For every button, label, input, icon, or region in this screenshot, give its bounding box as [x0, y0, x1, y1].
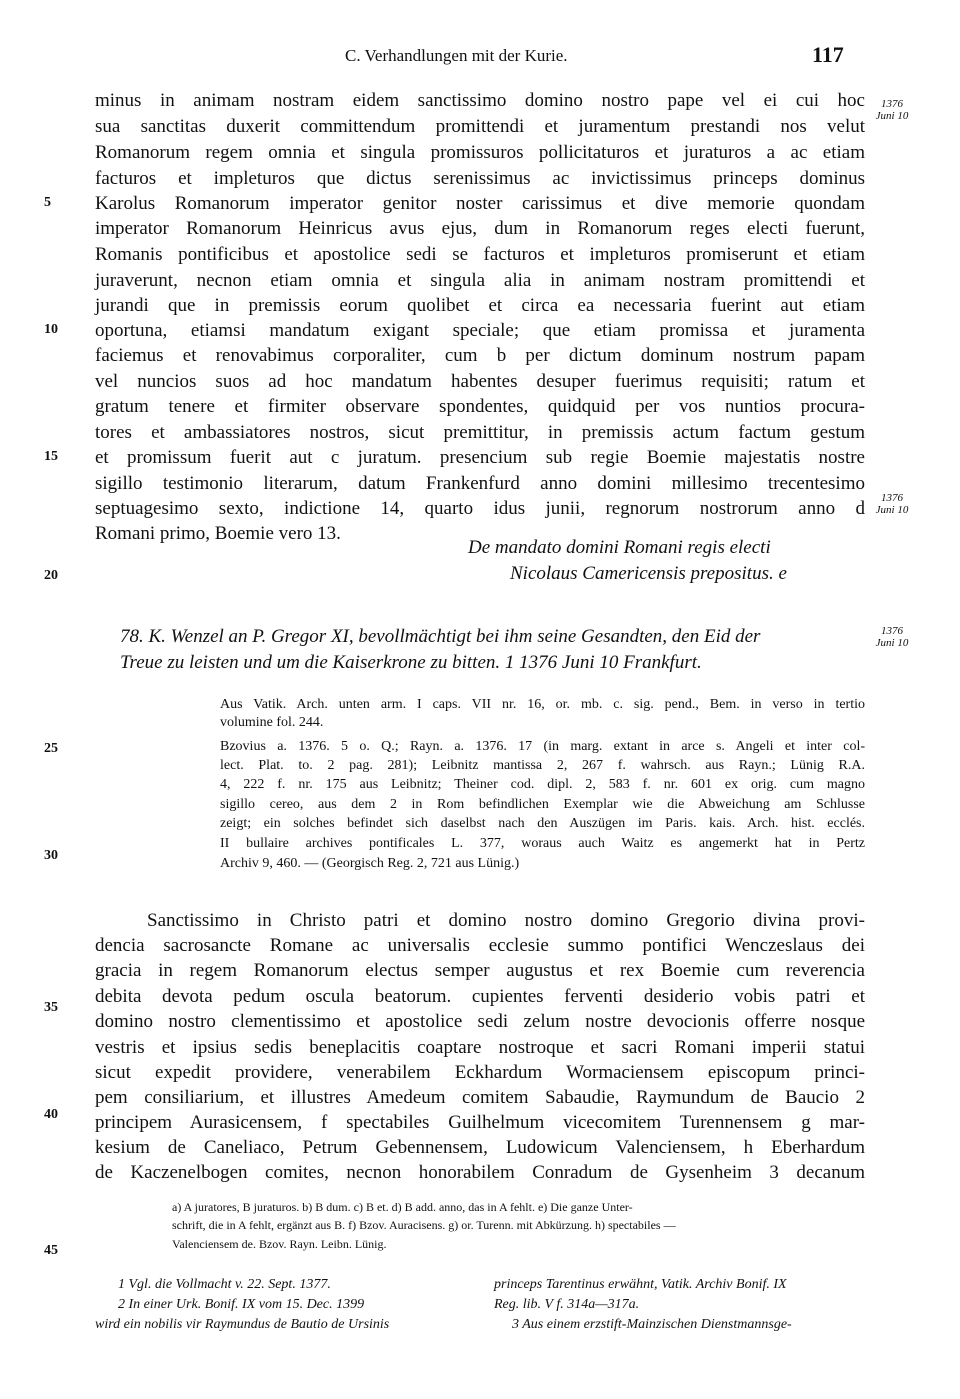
text-line: facturos et impleturos que dictus serenissimus ac invictissimus princeps dominus — [95, 168, 865, 189]
source-line: sigillo cereo, aus dem 2 in Rom befindlichen Exemplar wie die Abweichung am Schlusse — [220, 797, 865, 812]
text-line: Romani primo, Boemie vero 13. — [95, 523, 341, 544]
footnote-line: 3 Aus einem erzstift-Mainzischen Dienstmannsge- — [512, 1317, 792, 1332]
text-line: gratum tenere et firmiter observare spondentes, quidquid per vos nuntios procura- — [95, 396, 865, 417]
margin-date-year: 1376 — [881, 98, 903, 110]
line-number: 35 — [44, 1000, 58, 1015]
body-line: de Kaczenelbogen comites, necnon honorabilem Conradum de Gysenheim 3 decanum — [95, 1162, 865, 1183]
body-line: domino nostro clementissimo et apostolice sedi zelum nostre devocionis offerre nosque — [95, 1011, 865, 1032]
margin-date — [870, 492, 914, 516]
text-line: sua sanctitas duxerit committendum promittendi et juramentum prestandi nos velut — [95, 116, 865, 137]
body-line: gracia in regem Romanorum electus semper augustus et rex Boemie cum reverencia — [95, 960, 865, 981]
body-line: kesium de Caneliaco, Petrum Gebennensem, Ludowicum Valenciensem, h Eberhardum — [95, 1137, 865, 1158]
source-line: II bullaire archives pontificales L. 377, woraus auch Waitz es angemerkt hat in Pertz — [220, 836, 865, 851]
text-line: oportuna, etiamsi mandatum exigant speciale; que etiam promissa et juramenta — [95, 320, 865, 341]
text-line: jurandi que in premissis eorum quolibet et circa ea necessaria fuerint aut etiam — [95, 295, 865, 316]
text-line: tores et ambassiatores nostros, sicut premittitur, in premissis actum factum gestum — [95, 422, 865, 443]
body-line: Sanctissimo in Christo patri et domino nostro domino Gregorio divina provi- — [147, 910, 865, 931]
line-number: 30 — [44, 848, 58, 863]
text-line: juraverunt, necnon etiam omnia et singula alia in animam nostram promittendi et — [95, 270, 865, 291]
source-line: zeigt; ein solches befindet sich daselbst nach den Auszügen im Paris. kais. Arch. hist. ecclés. — [220, 816, 865, 831]
line-number: 15 — [44, 449, 58, 464]
margin-date — [870, 98, 914, 122]
footnote-line: wird ein nobilis vir Raymundus de Bautio de Ursinis — [95, 1317, 390, 1332]
body-line: debita devota pedum oscula beatorum. cupientes ferventi desiderio vobis patri et — [95, 986, 865, 1007]
line-number: 5 — [44, 195, 51, 210]
variant-note-line: Valenciensem de. Bzov. Rayn. Leibn. Lünig. — [172, 1237, 387, 1251]
footnote-line: Reg. lib. V f. 314a—317a. — [494, 1297, 640, 1312]
margin-date-year: 1376 — [881, 625, 903, 637]
body-line: sicut expedit providere, venerabilem Eckhardum Wormaciensem episcopum princi- — [95, 1062, 865, 1083]
text-line: sigillo testimonio literarum, datum Frankenfurd anno domini millesimo trecentesimo — [95, 473, 865, 494]
text-line: imperator Romanorum Heinricus avus ejus, dum in Romanorum reges electi fuerunt, — [95, 218, 865, 239]
footnote-line: 2 In einer Urk. Bonif. IX vom 15. Dec. 1399 — [118, 1297, 365, 1312]
text-line: Romanorum regem omnia et singula promissuros pollicitaturos et juraturos a ac etiam — [95, 142, 865, 163]
margin-date — [870, 625, 914, 649]
body-line: pem consiliarium, et illustres Amedeum comitem Sabaudie, Raymundum de Baucio 2 — [95, 1087, 865, 1108]
body-line: dencia sacrosancte Romane ac universalis ecclesie summo pontifici Wenczeslaus dei — [95, 935, 865, 956]
document-heading: Treue zu leisten und um die Kaiserkrone zu bitten. 1 1376 Juni 10 Frankfurt. — [120, 652, 702, 673]
line-number: 45 — [44, 1243, 58, 1258]
footnote-line: princeps Tarentinus erwähnt, Vatik. Archiv Bonif. IX — [494, 1277, 787, 1292]
source-line: volumine fol. 244. — [220, 715, 324, 730]
text-line: faciemus et renovabimus corporaliter, cum b per dictum dominum nostrum papam — [95, 345, 865, 366]
signature-line: Nicolaus Camericensis prepositus. e — [510, 563, 787, 584]
text-line: Karolus Romanorum imperator genitor noster carissimus et dive memorie quondam — [95, 193, 865, 214]
text-line: minus in animam nostram eidem sanctissimo domino nostro pape vel ei cui hoc — [95, 90, 865, 111]
running-title: C. Verhandlungen mit der Kurie. — [345, 46, 568, 65]
body-line: principem Aurasicensem, f spectabiles Guilhelmum vicecomitem Turennensem g mar- — [95, 1112, 865, 1133]
text-line: septuagesimo sexto, indictione 14, quarto idus junii, regnorum nostrorum anno d — [95, 498, 865, 519]
line-number: 10 — [44, 322, 58, 337]
margin-date-day: Juni 10 — [875, 110, 909, 122]
line-number: 25 — [44, 741, 58, 756]
variant-note-line: a) A juratores, B juraturos. b) B dum. c) B et. d) B add. anno, das in A fehlt. e) Die ganze Unter- — [172, 1200, 633, 1214]
source-line: Bzovius a. 1376. 5 o. Q.; Rayn. a. 1376. 17 (in marg. extant in arce s. Angeli et inter col- — [220, 739, 865, 754]
line-number: 40 — [44, 1107, 58, 1122]
margin-date-day: Juni 10 — [875, 504, 909, 516]
page-number: 117 — [812, 42, 844, 67]
body-line: vestris et ipsius sedis beneplacitis coaptare nostroque et sacri Romani imperii statui — [95, 1037, 865, 1058]
source-line: 4, 222 f. nr. 175 aus Leibnitz; Theiner cod. dipl. 2, 583 f. nr. 601 ex orig. cum magno — [220, 777, 865, 792]
text-line: vel nuncios suos ad hoc mandatum habentes desuper fuerimus requisiti; ratum et — [95, 371, 865, 392]
source-line: Archiv 9, 460. — (Georgisch Reg. 2, 721 aus Lünig.) — [220, 856, 520, 871]
signature-line: De mandato domini Romani regis electi — [468, 537, 771, 558]
document-heading: 78. K. Wenzel an P. Gregor XI, bevollmächtigt bei ihm seine Gesandten, den Eid der — [120, 626, 761, 647]
source-line: Aus Vatik. Arch. unten arm. I caps. VII nr. 16, or. mb. c. sig. pend., Bem. in verso in tertio — [220, 697, 865, 712]
source-line: lect. Plat. to. 2 pag. 281); Leibnitz mantissa 2, 267 f. wahrsch. aus Rayn.; Lünig R.A. — [220, 758, 865, 773]
margin-date-year: 1376 — [881, 492, 903, 504]
footnote-line: 1 Vgl. die Vollmacht v. 22. Sept. 1377. — [118, 1277, 331, 1292]
text-line: et promissum fuerit aut c juratum. presencium sub regie Boemie majestatis nostre — [95, 447, 865, 468]
text-line: Romanis pontificibus et apostolice sedi se facturos et impleturos promiserunt et etiam — [95, 244, 865, 265]
variant-note-line: schrift, die in A fehlt, ergänzt aus B. f) Bzov. Auracisens. g) or. Turenn. mit Abkürzung. h) spectabiles — — [172, 1218, 676, 1232]
line-number: 20 — [44, 568, 58, 583]
margin-date-day: Juni 10 — [875, 637, 909, 649]
